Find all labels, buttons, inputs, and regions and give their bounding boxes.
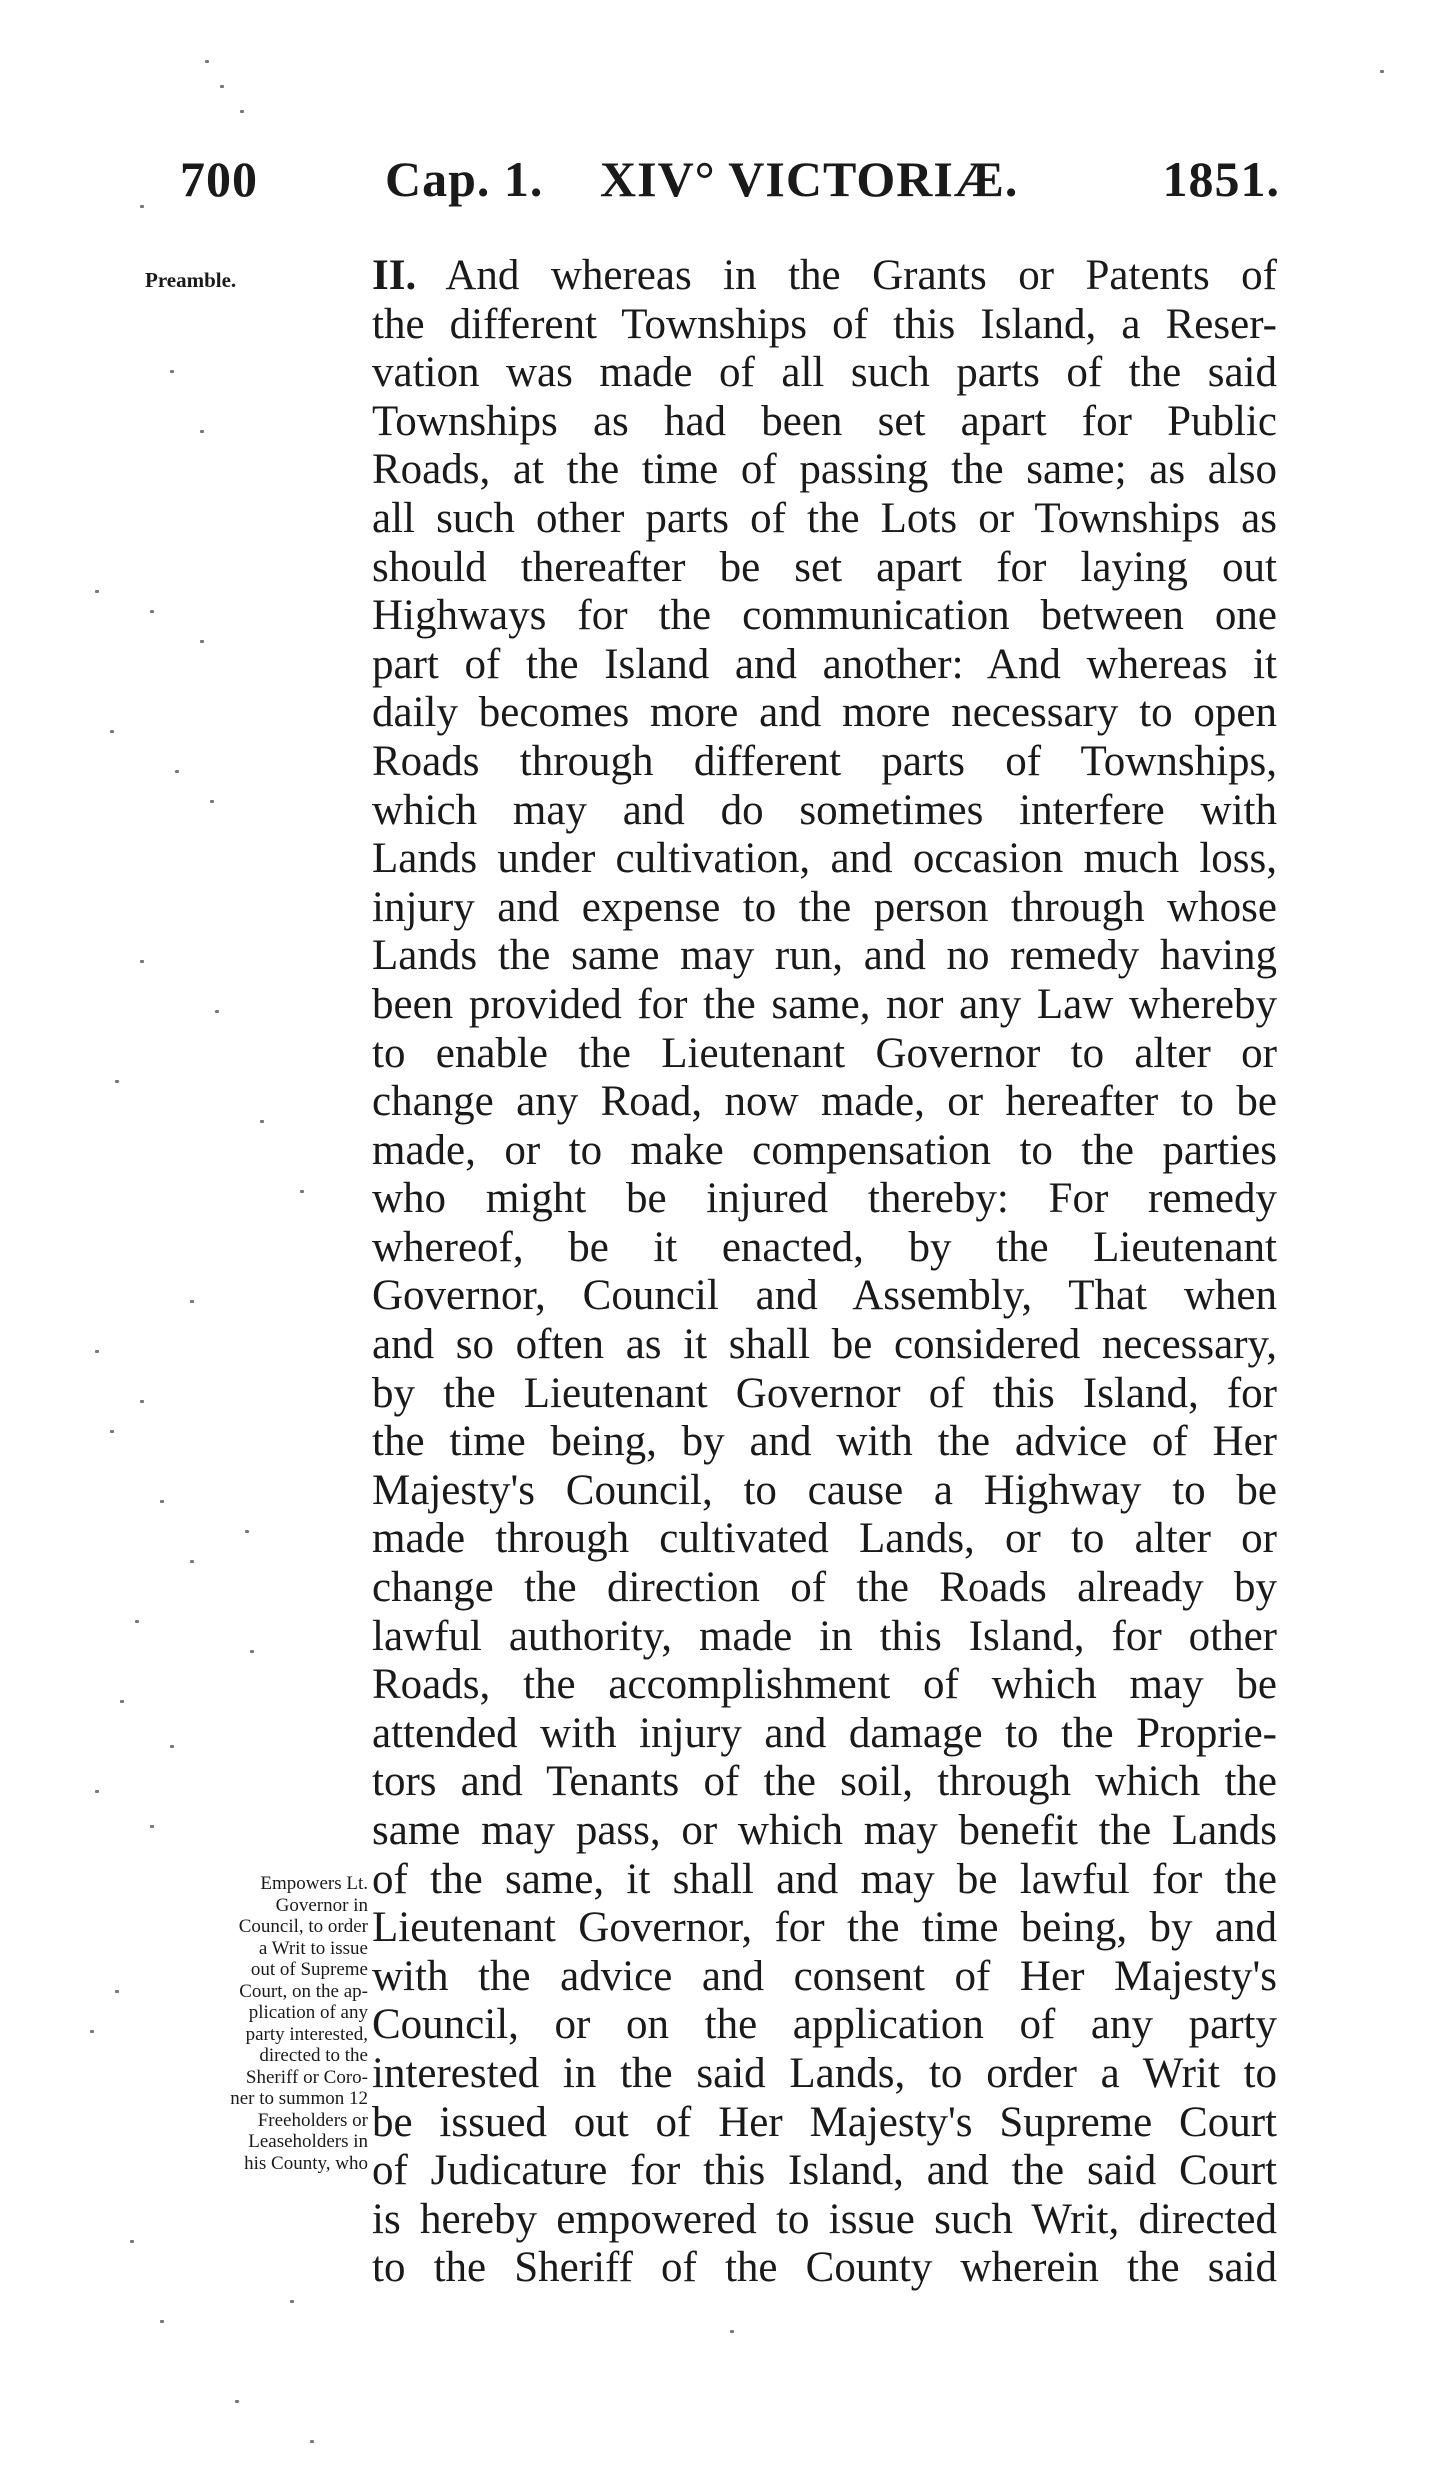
scan-speck <box>95 1350 99 1353</box>
body-line: Lands under cultivation, and occasion much loss, <box>372 835 1277 883</box>
scan-speck <box>95 590 99 593</box>
body-line: Roads, at the time of passing the same; as also <box>372 446 1277 494</box>
scan-speck <box>160 1500 164 1503</box>
body-line: is hereby empowered to issue such Writ, directed <box>372 2195 1277 2243</box>
scan-speck <box>95 1790 99 1793</box>
marginal-note-line: directed to the <box>259 2045 368 2066</box>
scan-speck <box>190 1300 194 1303</box>
marginal-note-empowers <box>178 1873 368 2174</box>
body-line: same may pass, or which may benefit the Lands <box>372 1807 1277 1854</box>
body-line: and so often as it shall be considered necessary, <box>372 1321 1277 1369</box>
page-number: 700 <box>180 151 258 207</box>
scan-speck <box>215 1010 219 1013</box>
scan-speck <box>250 1650 254 1653</box>
body-line: to enable the Lieutenant Governor to alter or <box>372 1029 1277 1077</box>
section-number: II. <box>372 252 417 299</box>
scan-speck <box>290 2300 294 2303</box>
first-line-text: And whereas in the Grants or Patents of <box>445 252 1277 299</box>
body-line: Lands the same may run, and no remedy having <box>372 932 1277 980</box>
body-line: attended with injury and damage to the Proprie- <box>372 1709 1277 1757</box>
scan-speck <box>240 110 244 113</box>
body-line: lawful authority, made in this Island, for other <box>372 1612 1277 1660</box>
marginal-note-line: Freeholders or <box>257 2109 368 2131</box>
header-year: 1851. <box>1162 151 1280 207</box>
body-line: tors and Tenants of the soil, through which the <box>372 1758 1277 1806</box>
scan-speck <box>110 1430 114 1433</box>
marginal-note-line: out of Supreme <box>250 1959 368 1980</box>
marginal-note-line: Council, to order <box>238 1916 368 1937</box>
body-line: of Judicature for this Island, and the said Court <box>372 2147 1277 2195</box>
body-line: with the advice and consent of Her Majesty's <box>372 1952 1277 2000</box>
marginal-note-line: Sheriff or Coro- <box>245 2066 368 2088</box>
body-line: the time being, by and with the advice of Her <box>372 1418 1277 1466</box>
marginal-note-line: Court, on the ap- <box>239 1980 368 2002</box>
body-line: whereof, be it enacted, by the Lieutenant <box>372 1223 1277 1271</box>
body-line: made, or to make compensation to the parties <box>372 1126 1277 1174</box>
body-line: change any Road, now made, or hereafter to be <box>372 1078 1277 1126</box>
body-line: which may and do sometimes interfere with <box>372 786 1277 834</box>
body-line: be issued out of Her Majesty's Supreme Court <box>372 2098 1277 2146</box>
body-line-first <box>372 252 1277 301</box>
marginal-note-line: Empowers Lt. <box>260 1873 368 1894</box>
scan-speck <box>140 1400 144 1403</box>
scan-speck <box>115 1080 119 1083</box>
body-line: interested in the said Lands, to order a Writ to <box>372 2049 1277 2097</box>
scan-speck <box>200 640 204 643</box>
scan-speck <box>110 730 114 733</box>
scan-speck <box>120 1700 124 1703</box>
body-line: Townships as had been set apart for Public <box>372 397 1277 445</box>
chapter-label: Cap. 1. <box>385 151 544 207</box>
regnal-title: XIV° VICTORIÆ. <box>600 151 1019 207</box>
scan-speck <box>1380 70 1384 73</box>
body-line: Highways for the communication between one <box>372 592 1277 640</box>
body-lines <box>372 301 1277 2293</box>
scan-speck <box>130 2240 134 2243</box>
body-line: who might be injured thereby: For remedy <box>372 1175 1277 1223</box>
body-line: been provided for the same, nor any Law whereby <box>372 980 1277 1028</box>
marginal-note-line: Governor in <box>275 1894 368 1916</box>
marginal-note-line: his County, who <box>244 2152 368 2174</box>
marginal-note-line: plication of any <box>248 2002 368 2023</box>
scan-speck <box>90 2030 94 2033</box>
body-line: vation was made of all such parts of the said <box>372 349 1277 397</box>
body-line: the different Townships of this Island, a Reser- <box>372 300 1277 348</box>
scan-speck <box>115 1990 119 1993</box>
body-line: to the Sheriff of the County wherein the said <box>372 2244 1277 2292</box>
body-line: Majesty's Council, to cause a Highway to be <box>372 1466 1277 1514</box>
scan-speck <box>175 770 179 773</box>
marginal-note-preamble: Preamble. <box>145 268 237 292</box>
scan-speck <box>140 205 144 208</box>
marginal-note-line: party interested, <box>245 2023 368 2045</box>
body-line: Roads, the accomplishment of which may be <box>372 1661 1277 1709</box>
body-line: by the Lieutenant Governor of this Island, for <box>372 1369 1277 1417</box>
body-line: change the direction of the Roads already by <box>372 1564 1277 1612</box>
scan-speck <box>260 1120 264 1123</box>
scan-speck <box>245 1530 249 1533</box>
body-line: of the same, it shall and may be lawful for the <box>372 1855 1277 1903</box>
scan-speck <box>170 1745 174 1748</box>
running-header <box>180 150 1280 220</box>
body-line: Council, or on the application of any party <box>372 2001 1277 2049</box>
scan-speck <box>300 1190 304 1193</box>
marginal-note-line: a Writ to issue <box>258 1937 368 1959</box>
scan-speck <box>220 85 224 88</box>
body-line: daily becomes more and more necessary to open <box>372 689 1277 737</box>
body-line: Lieutenant Governor, for the time being, by and <box>372 1904 1277 1952</box>
body-line: should thereafter be set apart for laying out <box>372 543 1277 591</box>
scan-speck <box>135 1620 139 1623</box>
marginal-note-line: Leaseholders in <box>248 2131 368 2152</box>
scan-speck <box>150 610 154 613</box>
scan-speck <box>205 60 209 63</box>
scan-speck <box>730 2330 734 2333</box>
body-line: all such other parts of the Lots or Townships as <box>372 494 1277 542</box>
body-text <box>372 252 1277 2293</box>
scan-speck <box>160 2320 164 2323</box>
scan-speck <box>235 2400 239 2403</box>
body-line: Roads through different parts of Townships, <box>372 737 1277 785</box>
marginal-note-line: ner to summon 12 <box>230 2088 368 2109</box>
scan-speck <box>170 370 174 373</box>
scan-speck <box>200 430 204 433</box>
body-line: made through cultivated Lands, or to alter or <box>372 1515 1277 1563</box>
scan-speck <box>150 1825 154 1828</box>
scan-speck <box>140 960 144 963</box>
body-line: part of the Island and another: And whereas it <box>372 640 1277 688</box>
scan-speck <box>190 1560 194 1563</box>
scan-speck <box>310 2440 314 2443</box>
scan-speck <box>210 800 214 803</box>
body-line: Governor, Council and Assembly, That when <box>372 1272 1277 1320</box>
body-line: injury and expense to the person through whose <box>372 883 1277 931</box>
